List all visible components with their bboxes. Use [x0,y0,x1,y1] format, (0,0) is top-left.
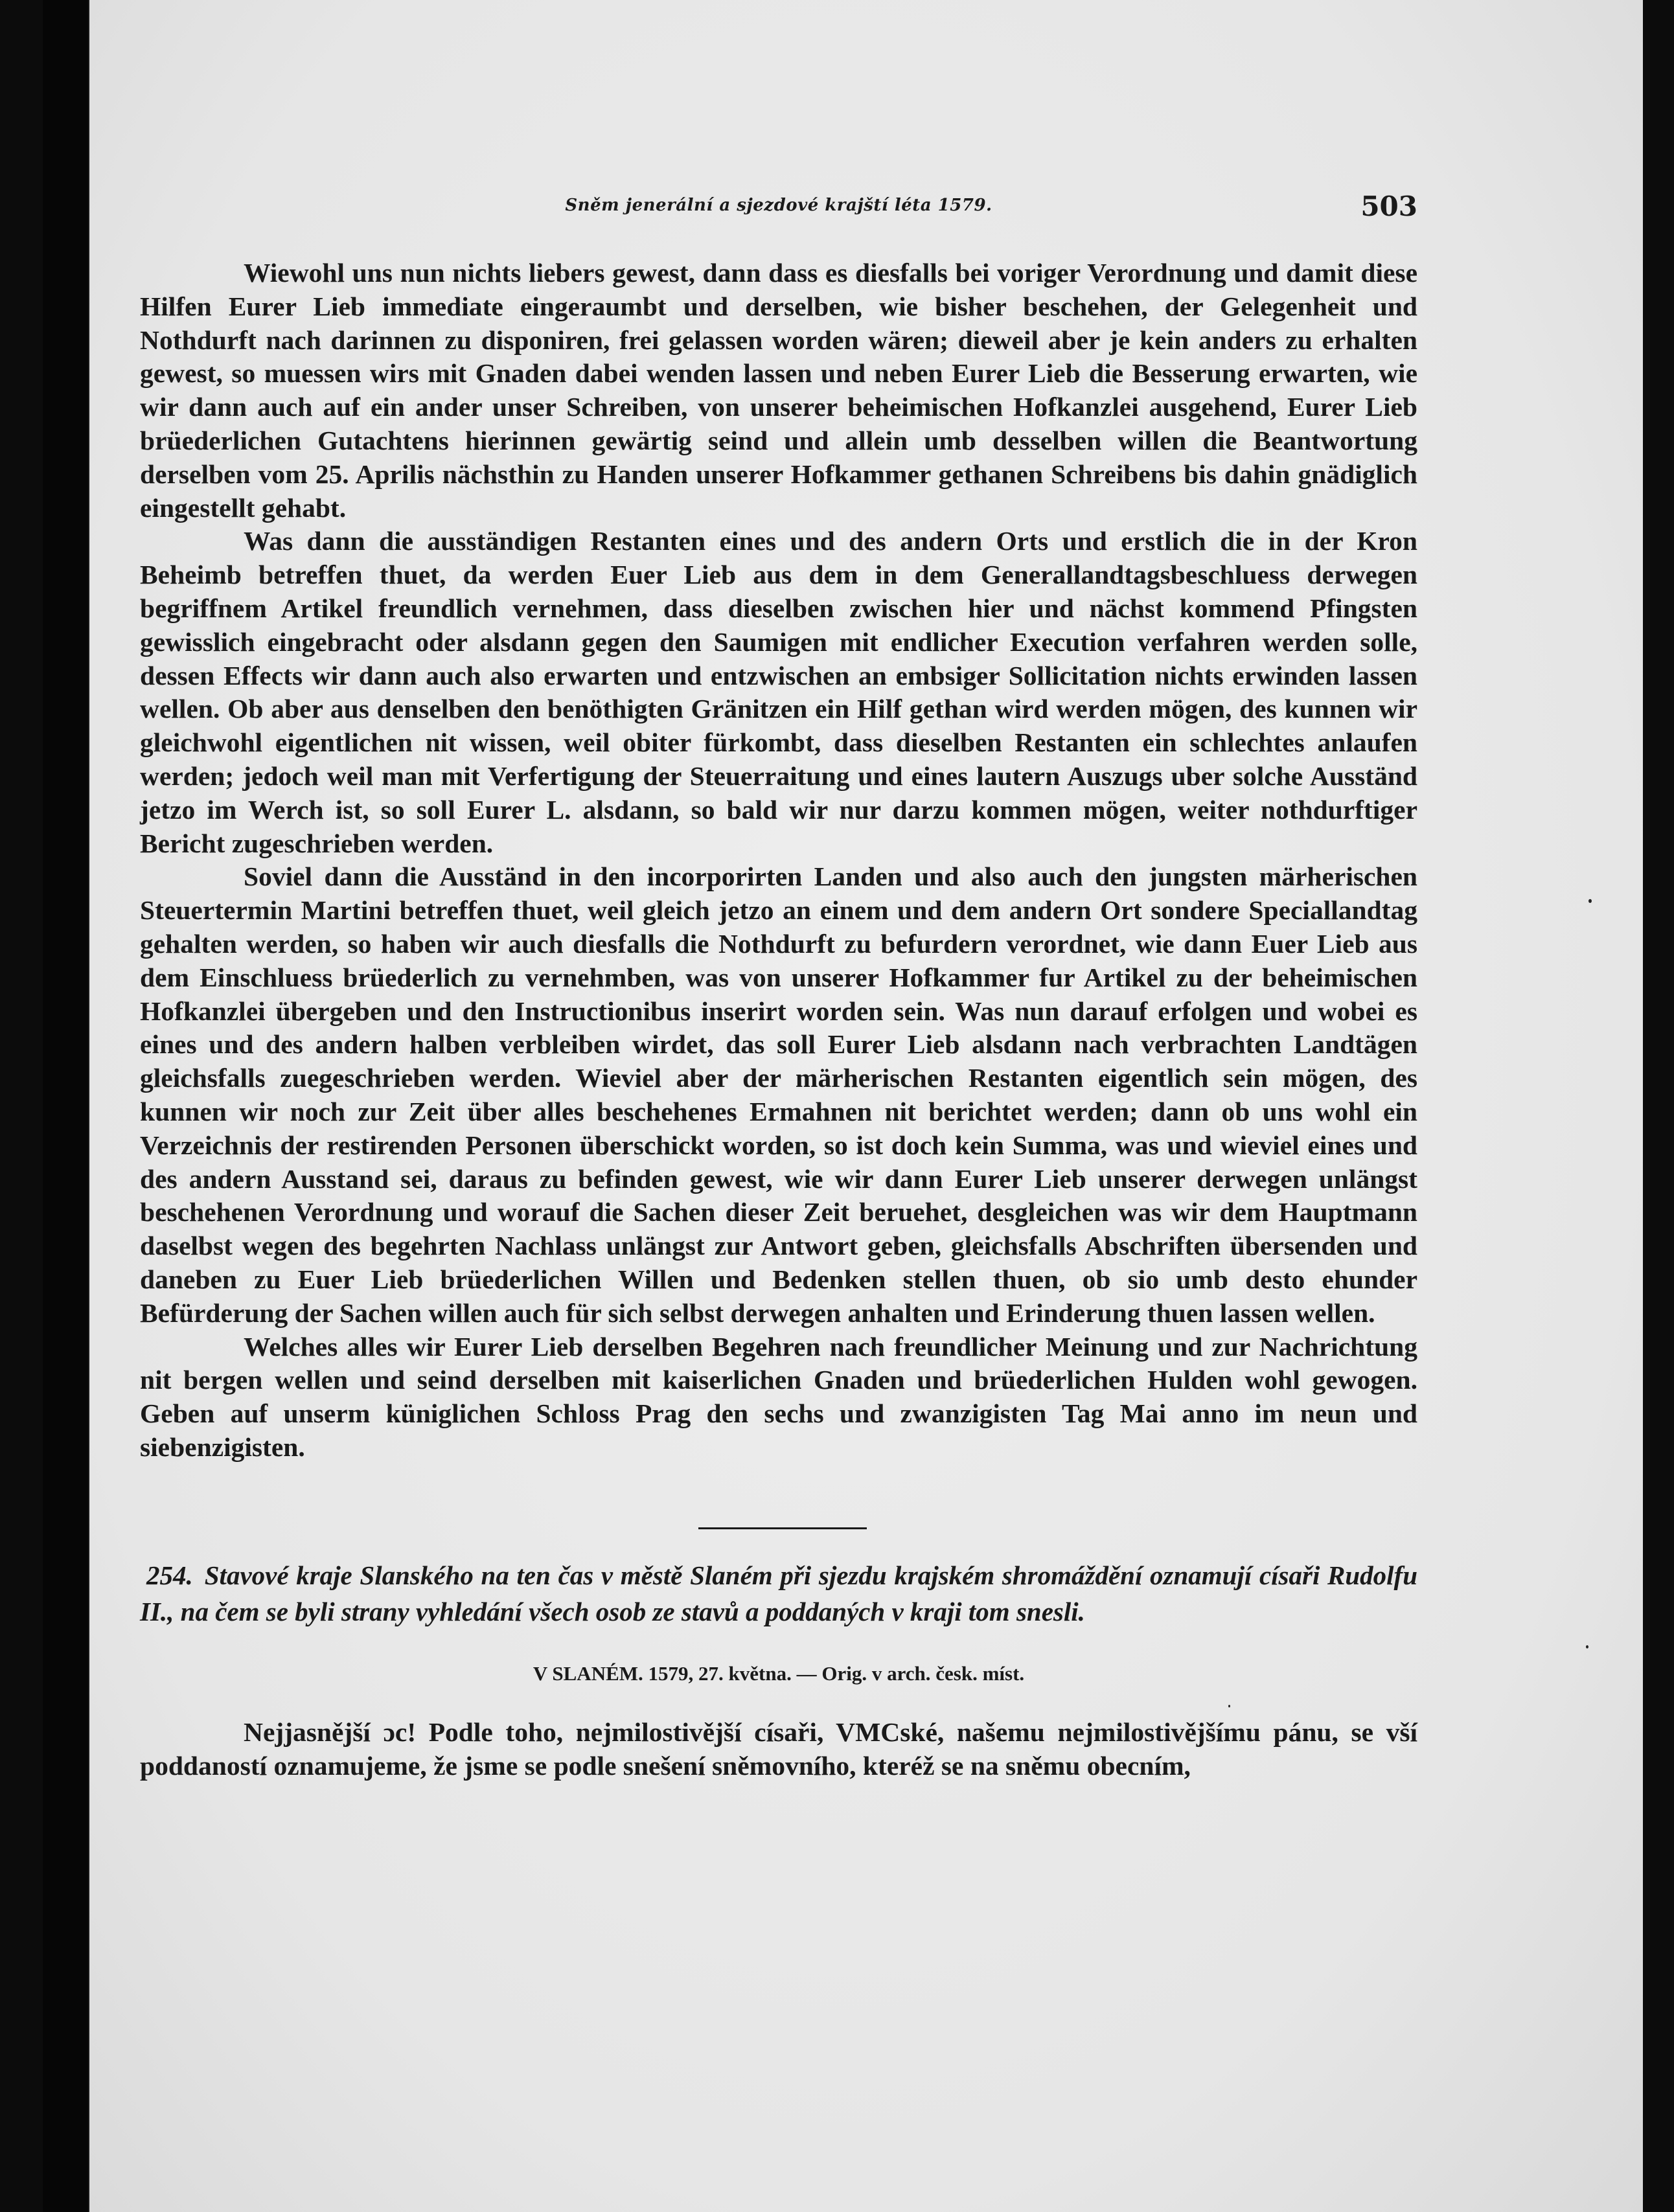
paper-speck [1588,899,1592,903]
paragraph: Was dann die ausständigen Restanten eines und des andern Orts und erstlich die in der Kron Beheimb betreffen thuet, da werden Euer Lieb aus dem in dem Generallandtagsbeschluess derwegen begriffnem Artikel freundlich vernehmen, dass dieselben zwischen hier und nächst kommend Pfingsten gewisslich eingebracht oder alsdann gegen den Saumigen mit endlicher Execution verfahren werden solle, dessen Effects wir dann auch also erwarten und entzwischen an embsiger Sollicitation nichts erwinden lassen wellen. Ob aber aus denselben den benöthigten Gränitzen ein Hilf gethan wird werden mögen, des kunnen wir gleichwohl eigentlichen nit wissen, weil obiter fürkombt, dass dieselben Restanten ein schlechtes anlaufen werden; jedoch weil man mit Verfertigung der Steuerraitung und eines lautern Auszugs uber solche Ausständ jetzo im Werch ist, so soll Eurer L. alsdann, so bald wir nur darzu kommen mögen, weiter nothdurftiger Bericht zugeschrieben werden. [140,526,1417,858]
paragraph: Soviel dann die Ausständ in den incorporirten Landen und also auch den jungsten märherischen Steuertermin Martini betreffen thuet, weil gleich jetzo an einem und dem andern Ort sondere Speciallandtag gehalten werden, so haben wir auch diesfalls die Nothdurft zu befurdern verordnet, wie dann Euer Lieb aus dem Einschluess brüederlich zu vernehmben, was von unserer Hofkammer fur Artikel zu der beheimischen Hofkanzlei übergeben und den Instructionibus inserirt worden sein. Was nun darauf erfolgen und wobei es eines und des andern halben verbleiben wirdet, das soll Eurer Lieb alsdann nach verbrachten Landtägen gleichsfalls zuegeschrieben werden. Wieviel aber der märherischen Restanten eigentlich sein mögen, des kunnen wir noch zur Zeit über alles beschehenes Ermahnen nit berichtet werden; dann ob uns wohl ein Verzeichnis der restirenden Personen überschickt worden, so ist doch kein Summa, was und wieviel eines und des andern Ausstand sei, daraus zu befinden gewest, wie wir dann Eurer Lieb unserer derwegen unlängst beschehenen Verordnung und worauf die Sachen dieser Zeit beruehet, desgleichen was wir dem Hauptmann daselbst wegen des begehrten Nachlass unlängst zur Antwort geben, gleichsfalls Abschriften übersenden und daneben zu Euer Lieb brüederlichen Willen und Bedenken stellen thuen, ob sio umb desto ehunder Befürderung der Sachen willen auch für sich selbst derwegen anhalten und Erinderung thuen lassen wellen. [140,861,1417,1328]
document-title: Stavové kraje Slanského na ten čas v městě Slaném při sjezdu krajském shromáždění oznamují císaři Rudolfu II., na čem se byli strany vyhledání všech osob ze stavů a poddaných v kraji tom snesli. [140,1560,1417,1626]
document-entry-heading [140,1557,1417,1630]
source-citation: V SLANÉM. 1579, 27. května. — Orig. v arch. česk. míst. [533,1662,1025,1685]
book-spine [43,0,88,2212]
section-divider [698,1527,867,1529]
german-letter-body [140,257,1417,1465]
document-number: 254. [146,1560,193,1590]
czech-letter-body [140,1715,1417,1783]
paragraph: Nejjasnější ɔc! Podle toho, nejmilostivější císaři, VMCské, našemu nejmilostivějšímu pánu, se vší poddaností oznamujeme, že jsme se podle snešení sněmovního, kteréž se na sněmu obecním, [140,1717,1417,1781]
running-title: Sněm jenerální a sjezdové krajští léta 1579. [565,196,992,215]
paper-speck [1228,1705,1230,1707]
page-header [140,190,1417,232]
paper-speck [1586,1645,1588,1648]
page-number: 503 [1360,190,1417,222]
paragraph: Welches alles wir Eurer Lieb derselben Begehren nach freundlicher Meinung und zur Nachrichtung nit bergen wellen und seind derselben mit kaiserlichen Gnaden und brüederlichen Hulden wohl gewogen. Geben auf unserm küniglichen Schloss Prag den sechs und zwanzigisten Tag Mai anno im neun und siebenzigisten. [140,1331,1417,1462]
paragraph: Wiewohl uns nun nichts liebers gewest, dann dass es diesfalls bei voriger Verordnung und damit diese Hilfen Eurer Lieb immediate eingeraumbt und derselben, wie bisher beschehen, der Gelegenheit und Nothdurft nach darinnen zu disponiren, frei gelassen worden wären; dieweil aber je kein anders zu erhalten gewest, so muessen wirs mit Gnaden dabei wenden lassen und neben Eurer Lieb die Besserung erwarten, wie wir dann auch auf ein ander unser Schreiben, von unserer beheimischen Hofkanzlei ausgehend, Eurer Lieb brüederlichen Gutachtens hierinnen gewärtig seind und allein umb desselben willen die Beantwortung derselben vom 25. Aprilis nächsthin zu Handen unserer Hofkammer gethanen Schreibens bis dahin gnädiglich eingestellt gehabt. [140,258,1417,523]
